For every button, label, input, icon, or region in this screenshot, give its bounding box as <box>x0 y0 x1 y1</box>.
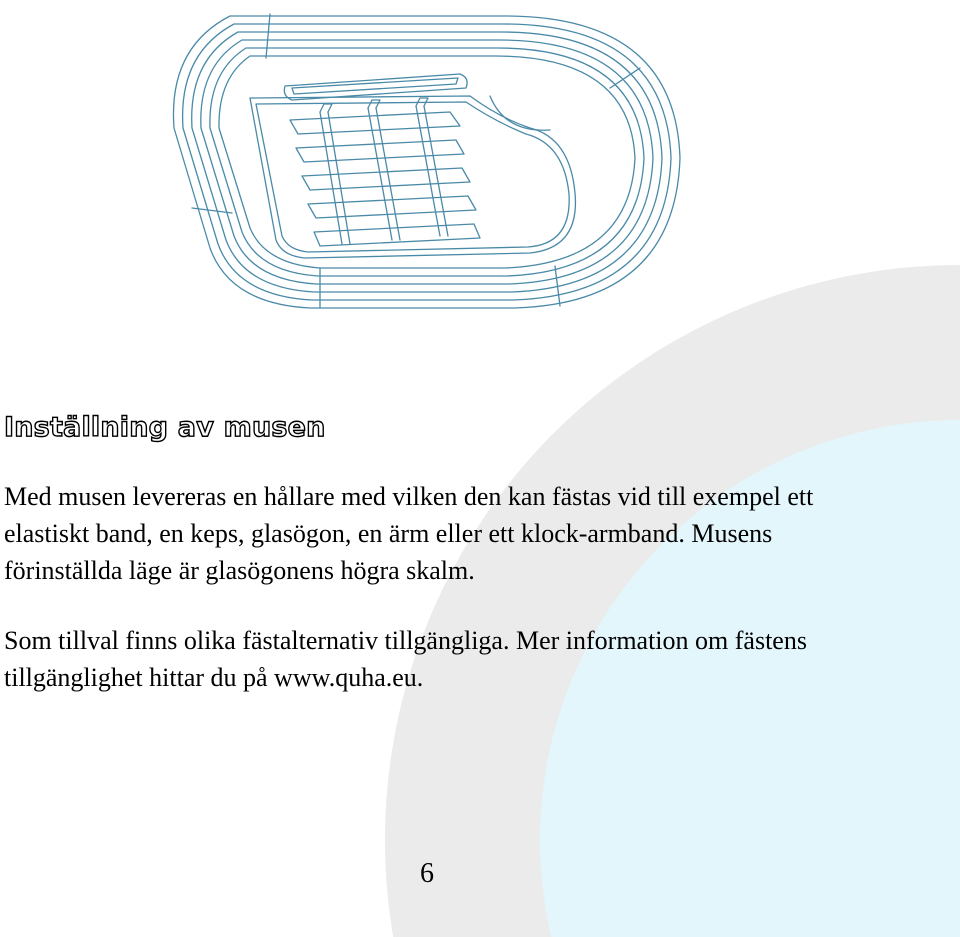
holder-grid-ribs <box>290 98 480 246</box>
holder-inner-floor <box>250 96 575 258</box>
section-heading: Inställning av musen <box>4 412 326 443</box>
page-number: 6 <box>420 858 434 889</box>
intro-paragraph: Med musen levereras en hållare med vilken den kan fästas vid till exempel ett elastiskt band, en keps, glasögon, en ärm eller ett klock-armband. Musens förinställda läge är glasögonens högra skalm. <box>4 482 814 585</box>
mouse-holder-illustration <box>170 8 690 328</box>
options-paragraph: Som tillval finns olika fästalternativ tillgängliga. Mer information om fästens tillgänglighet hittar du på www.quha.eu. <box>4 626 807 692</box>
